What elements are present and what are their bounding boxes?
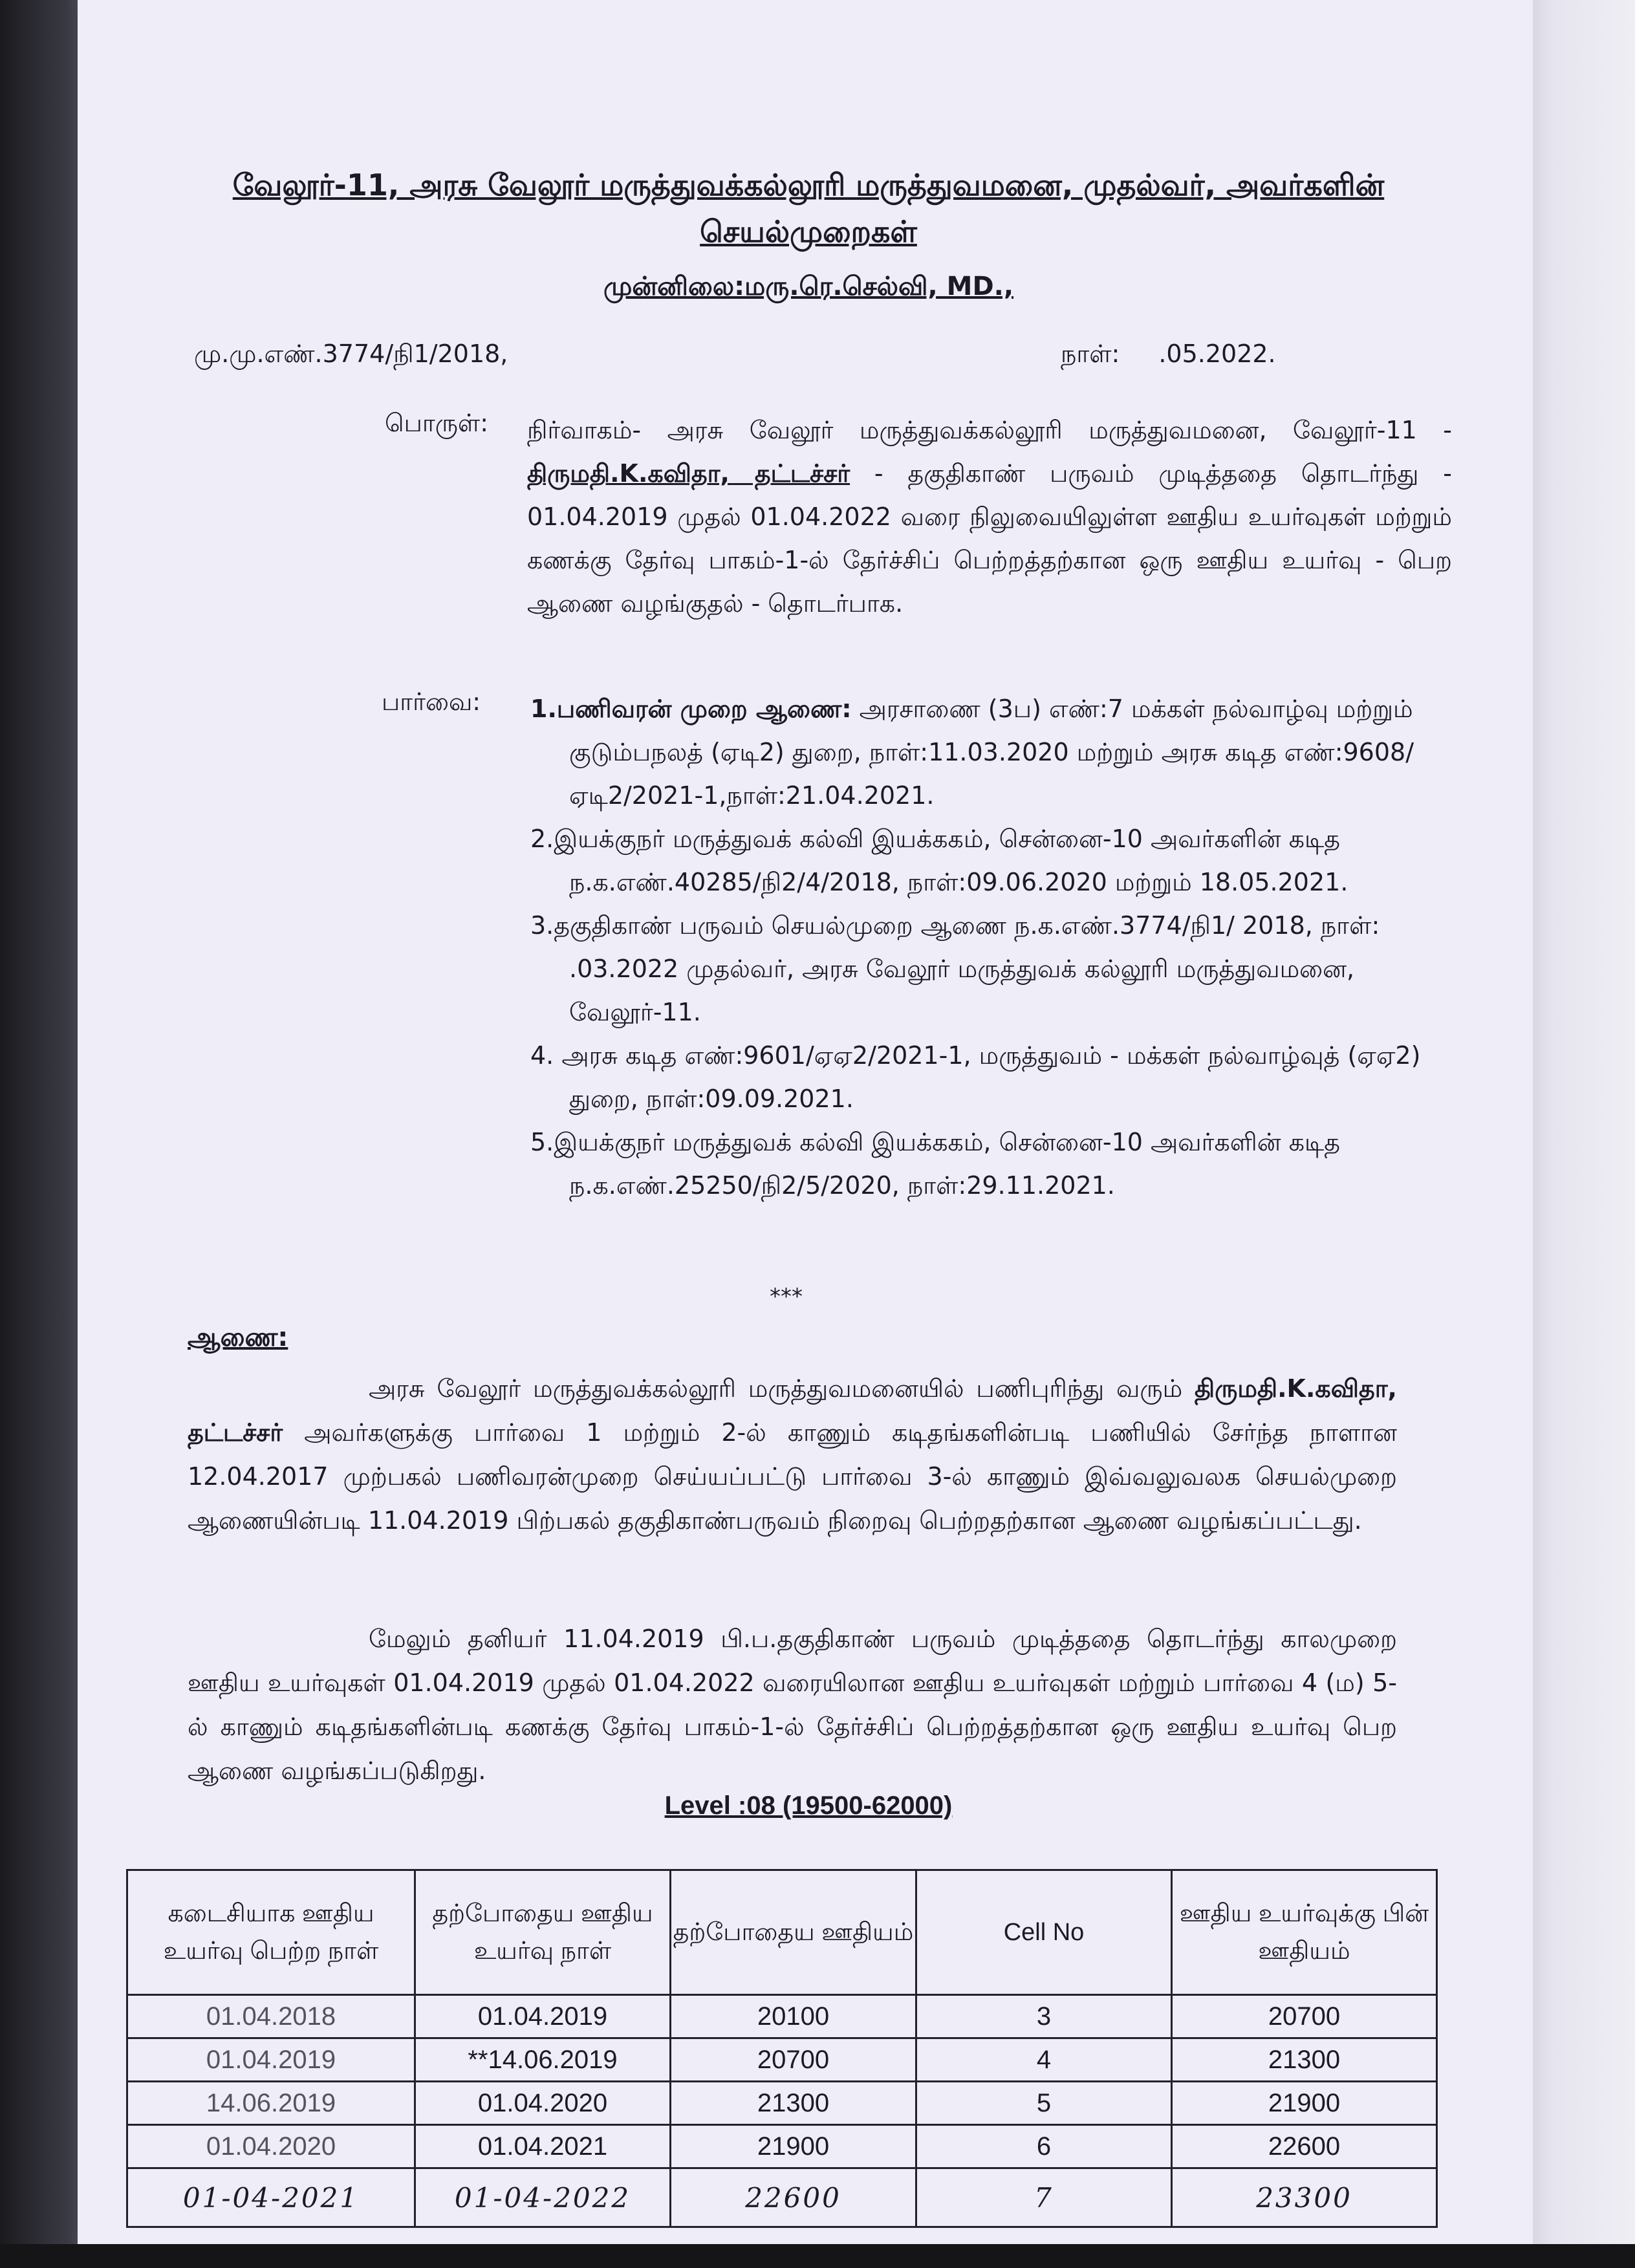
table-cell: 01.04.2019	[415, 1995, 671, 2038]
table-row	[127, 2082, 1437, 2125]
table-row	[127, 2038, 1437, 2082]
header-cell-no: Cell No	[916, 1870, 1172, 1995]
reference-item-1-title: 1.பணிவரன் முறை ஆணை:	[530, 695, 852, 723]
order-paragraph-1-b: அவர்களுக்கு பார்வை 1 மற்றும் 2-ல் காணும் கடிதங்களின்படி பணியில் சேர்ந்த நாளான 12.04.2017 முற்பகல் பணிவரன்முறை செய்யப்பட்டு பார்வை 3-ல் காணும் இவ்வலுவலக செயல்முறை ஆணையின்படி 11.04.2019 பிற்பகல் தகுதிகாண்பருவம் நிறைவு பெற்றதற்கான ஆணை வழங்கப்பட்டது.	[188, 1418, 1397, 1535]
table-cell: 21300	[671, 2082, 916, 2125]
document-title	[194, 162, 1423, 255]
table-cell: 5	[916, 2082, 1172, 2125]
table-row-handwritten	[127, 2168, 1437, 2227]
reference-item-5: 5.இயக்குநர் மருத்துவக் கல்வி இயக்ககம், சென்னை-10 அவர்களின் கடித ந.க.எண்.25250/நி2/5/2020, நாள்:29.11.2021.	[530, 1128, 1340, 1200]
header-current-pay: தற்போதைய ஊதியம்	[671, 1870, 916, 1995]
pay-level-heading: Level :08 (19500-62000)	[664, 1791, 953, 1820]
presence-line: முன்னிலை:மரு.ரெ.செல்வி, MD.,	[603, 272, 1014, 301]
subject-text	[527, 409, 1452, 625]
table-cell: 22600	[1172, 2125, 1437, 2168]
table-cell: 20700	[1172, 1995, 1437, 2038]
table-cell: 01.04.2018	[127, 1995, 415, 2038]
table-cell: 21300	[1172, 2038, 1437, 2082]
table-cell: 23300	[1172, 2168, 1437, 2227]
table-cell: 6	[916, 2125, 1172, 2168]
order-label: ஆணை:	[188, 1323, 288, 1352]
title-line-2: செயல்முறைகள்	[700, 214, 917, 249]
reference-date	[1061, 340, 1276, 372]
table-header-row	[127, 1870, 1437, 1995]
table-row	[127, 1995, 1437, 2038]
table-cell: 21900	[671, 2125, 916, 2168]
table-cell: **14.06.2019	[415, 2038, 671, 2082]
header-last-increment-date: கடைசியாக ஊதிய உயர்வு பெற்ற நாள்	[127, 1870, 415, 1995]
header-pay-after-increment: ஊதிய உயர்வுக்கு பின் ஊதியம்	[1172, 1870, 1437, 1995]
order-paragraph-1-a: அரசு வேலூர் மருத்துவக்கல்லூரி மருத்துவமனையில் பணிபுரிந்து வரும்	[369, 1374, 1195, 1403]
table-cell: 7	[916, 2168, 1172, 2227]
subject-part-1: நிர்வாகம்- அரசு வேலூர் மருத்துவக்கல்லூரி மருத்துவமனை, வேலூர்-11 -	[527, 416, 1452, 444]
reference-number: மு.மு.எண்.3774/நி1/2018,	[194, 340, 508, 368]
page-edge	[1533, 0, 1635, 2268]
table-cell: 21900	[1172, 2082, 1437, 2125]
subject-label: பொருள்:	[385, 409, 489, 437]
reference-item-1-text: அரசாணை (3ப) எண்:7 மக்கள் நல்வாழ்வு மற்றும் குடும்பநலத் (ஏடி2) துறை, நாள்:11.03.2020 மற்றும் அரசு கடித எண்:9608/ஏடி2/2021-1,நாள்:21.04.2021.	[569, 695, 1414, 810]
subject-part-2: - தகுதிகாண் பருவம் முடித்ததை தொடர்ந்து - 01.04.2019 முதல் 01.04.2022 வரை நிலுவையிலுள்ள ஊதிய உயர்வுகள் மற்றும் கணக்கு தேர்வு பாகம்-1-ல் தேர்ச்சிப் பெற்றத்தற்கான ஒரு ஊதிய உயர்வு - பெற ஆணை வழங்குதல் - தொடர்பாக.	[527, 459, 1452, 618]
scan-bottom-edge	[0, 2244, 1635, 2268]
table-cell: 01.04.2021	[415, 2125, 671, 2168]
table-cell: 01-04-2021	[127, 2168, 415, 2227]
order-paragraph-1-name: திருமதி.K.கவிதா, தட்டச்சர்	[188, 1374, 1397, 1447]
table-cell: 3	[916, 1995, 1172, 2038]
title-line-1: வேலூர்-11, அரசு வேலூர் மருத்துவக்கல்லூரி மருத்துவமனை, முதல்வர், அவர்களின்	[232, 167, 1385, 202]
header-current-increment-date: தற்போதைய ஊதிய உயர்வு நாள்	[415, 1870, 671, 1995]
table-cell: 4	[916, 2038, 1172, 2082]
reference-item-4: 4. அரசு கடித எண்:9601/ஏஏ2/2021-1, மருத்துவம் - மக்கள் நல்வாழ்வுத் (ஏஏ2) துறை, நாள்:09.09.2021.	[530, 1041, 1421, 1113]
table-cell: 01-04-2022	[415, 2168, 671, 2227]
date-label: நாள்:	[1061, 340, 1120, 368]
table-cell: 20700	[671, 2038, 916, 2082]
reference-item-1	[530, 687, 1455, 817]
references-label: பார்வை:	[382, 687, 481, 716]
reference-item-3: 3.தகுதிகாண் பருவம் செயல்முறை ஆணை ந.க.எண்.3774/நி1/ 2018, நாள்: .03.2022 முதல்வர், அரசு வேலூர் மருத்துவக் கல்லூரி மருத்துவமனை, வேலூர்-11.	[530, 911, 1380, 1026]
reference-item-2: 2.இயக்குநர் மருத்துவக் கல்வி இயக்ககம், சென்னை-10 அவர்களின் கடித ந.க.எண்.40285/நி2/4/2018, நாள்:09.06.2020 மற்றும் 18.05.2021.	[530, 825, 1348, 896]
table-cell: 01.04.2020	[415, 2082, 671, 2125]
table-cell: 14.06.2019	[127, 2082, 415, 2125]
table-cell: 01.04.2019	[127, 2038, 415, 2082]
date-value: .05.2022.	[1158, 340, 1276, 368]
subject-name: திருமதி.K.கவிதா, தட்டச்சர்	[527, 459, 850, 488]
table-cell: 22600	[671, 2168, 916, 2227]
table-row	[127, 2125, 1437, 2168]
pay-table	[126, 1869, 1438, 2228]
section-separator: ***	[770, 1284, 803, 1310]
references-list	[530, 687, 1455, 1207]
order-paragraph-2: மேலும் தனியர் 11.04.2019 பி.ப.தகுதிகாண் பருவம் முடித்ததை தொடர்ந்து காலமுறை ஊதிய உயர்வுகள் 01.04.2019 முதல் 01.04.2022 வரையிலான ஊதிய உயர்வுகள் மற்றும் பார்வை 4 (ம) 5-ல் காணும் கடிதங்களின்படி கணக்கு தேர்வு பாகம்-1-ல் தேர்ச்சிப் பெற்றத்தற்கான ஒரு ஊதிய உயர்வு பெற ஆணை வழங்கப்படுகிறது.	[188, 1625, 1397, 1785]
order-paragraph-1	[188, 1366, 1397, 1542]
table-cell: 20100	[671, 1995, 916, 2038]
table-cell: 01.04.2020	[127, 2125, 415, 2168]
